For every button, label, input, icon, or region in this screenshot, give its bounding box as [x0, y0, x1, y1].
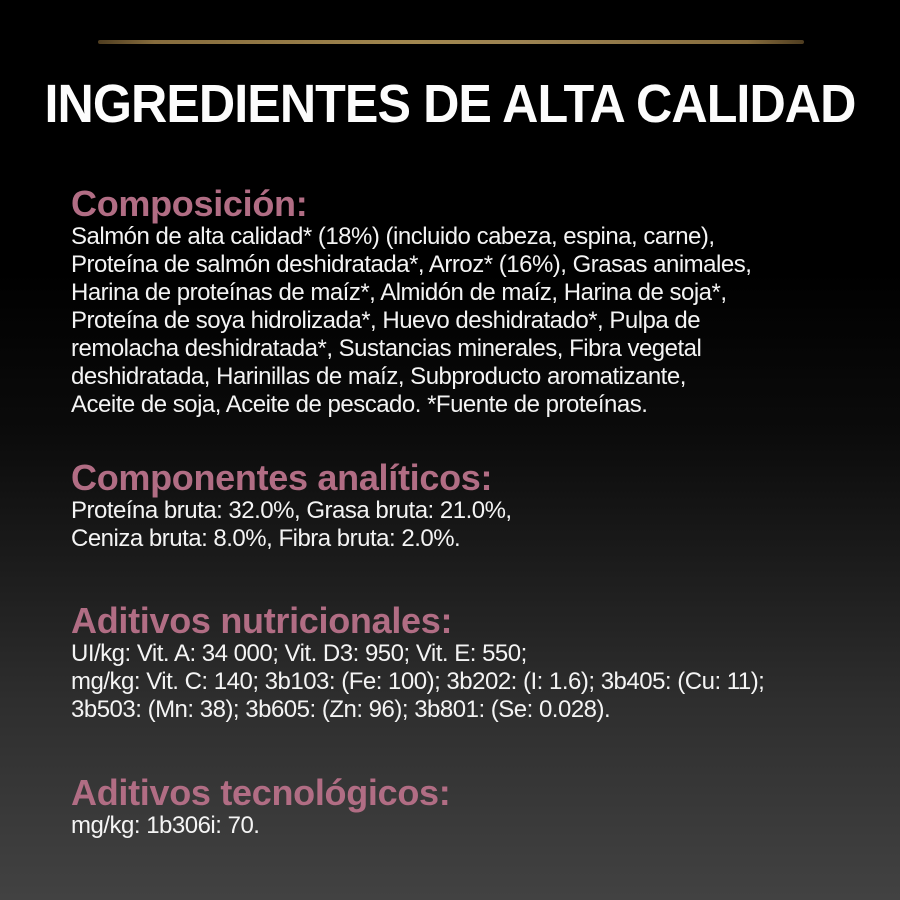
ingredient-line: Salmón de alta calidad* (18%) (incluido cabeza, espina, carne),: [71, 223, 715, 250]
gold-divider-bar: [98, 40, 804, 44]
section-heading-composicion: Composición:: [71, 183, 308, 224]
section-body-tecnologicos: [71, 812, 450, 840]
section-body-nutricionales: [71, 640, 764, 724]
section-aditivos-nutricionales: [71, 600, 765, 724]
ingredient-line: Harina de proteínas de maíz*, Almidón de maíz, Harina de soja*,: [71, 279, 727, 306]
section-body-analiticos: [71, 497, 512, 553]
additive-line: mg/kg: Vit. C: 140; 3b103: (Fe: 100); 3b202: (I: 1.6); 3b405: (Cu: 11);: [71, 668, 765, 695]
additive-line: UI/kg: Vit. A: 34 000; Vit. D3: 950; Vit. E: 550;: [71, 640, 527, 667]
additive-line: 3b503: (Mn: 38); 3b605: (Zn: 96); 3b801: (Se: 0.028).: [71, 696, 611, 723]
ingredient-line: Proteína de salmón deshidratada*, Arroz* (16%), Grasas animales,: [71, 251, 752, 278]
ingredient-line: deshidratada, Harinillas de maíz, Subproducto aromatizante,: [71, 363, 686, 390]
section-heading-analiticos: Componentes analíticos:: [71, 457, 493, 498]
section-body-composicion: [71, 223, 751, 419]
section-heading-tecnologicos: Aditivos tecnológicos:: [71, 772, 451, 813]
section-heading-nutricionales: Aditivos nutricionales:: [71, 600, 453, 641]
additive-line: mg/kg: 1b306i: 70.: [71, 812, 260, 839]
section-composicion: [71, 183, 752, 419]
section-componentes-analiticos: [71, 457, 512, 553]
ingredient-line: Aceite de soja, Aceite de pescado. *Fuente de proteínas.: [71, 391, 648, 418]
ingredient-line: remolacha deshidratada*, Sustancias minerales, Fibra vegetal: [71, 335, 702, 362]
analytic-line: Ceniza bruta: 8.0%, Fibra bruta: 2.0%.: [71, 525, 461, 552]
page-title: INGREDIENTES DE ALTA CALIDAD: [44, 74, 856, 134]
section-aditivos-tecnologicos: [71, 772, 451, 840]
analytic-line: Proteína bruta: 32.0%, Grasa bruta: 21.0%,: [71, 497, 512, 524]
ingredient-line: Proteína de soya hidrolizada*, Huevo deshidratado*, Pulpa de: [71, 307, 701, 334]
